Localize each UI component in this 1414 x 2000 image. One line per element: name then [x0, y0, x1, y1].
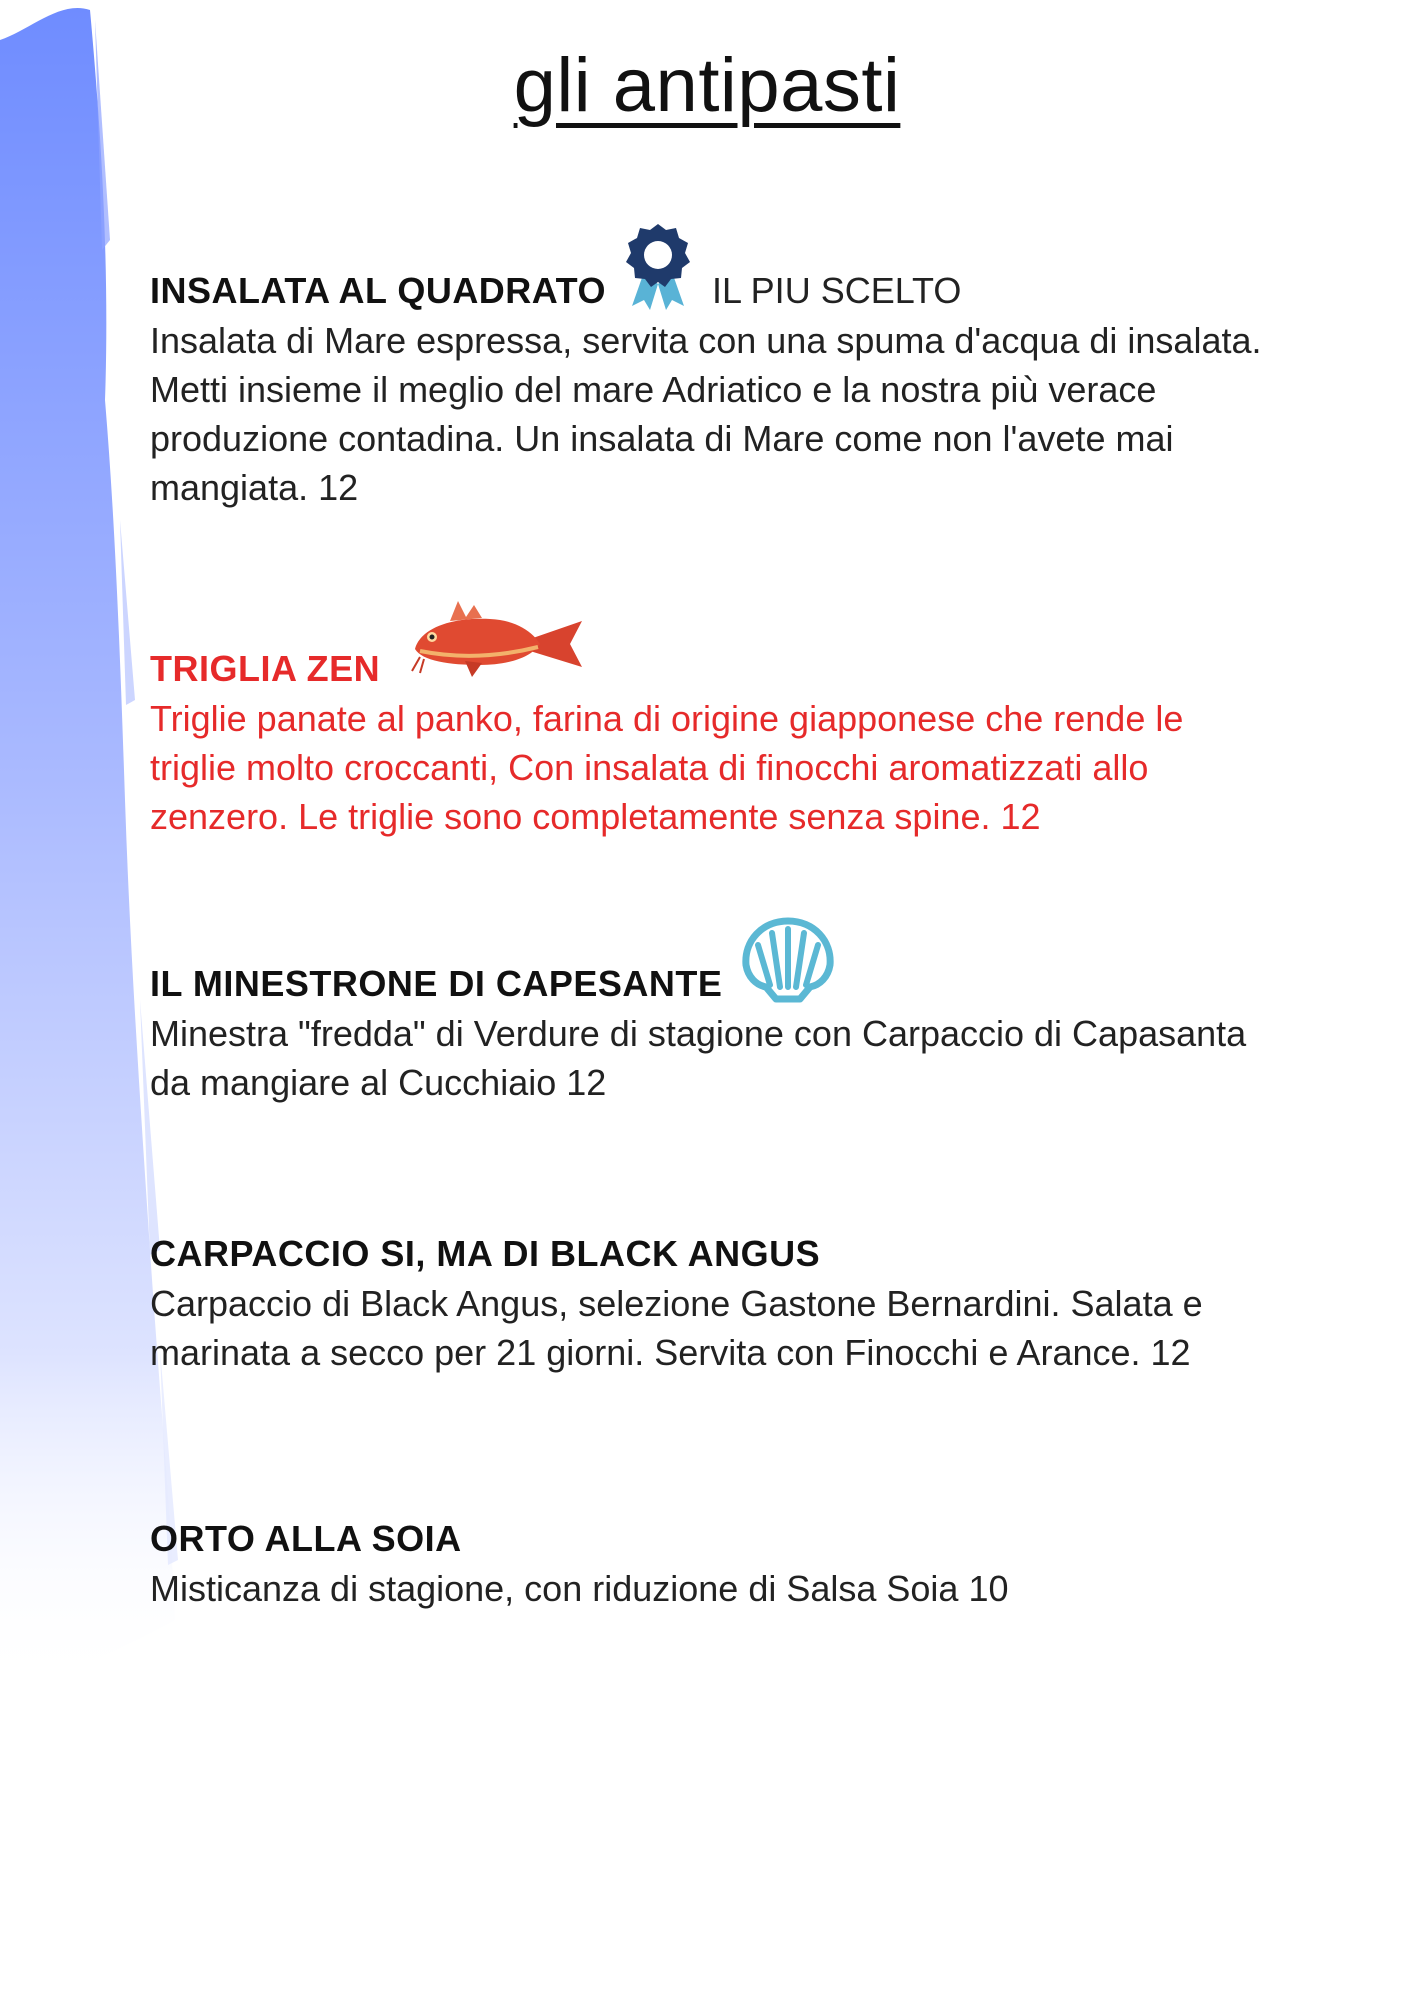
item-description: Minestra "fredda" di Verdure di stagione con Carpaccio di Capasanta da mangiare al Cucchiaio 12	[150, 1013, 1247, 1103]
item-name: IL MINESTRONE DI CAPESANTE	[150, 963, 723, 1004]
menu-item-triglia	[150, 600, 1270, 841]
item-name: INSALATA AL QUADRATO	[150, 270, 606, 311]
menu-item-carpaccio	[150, 1185, 1270, 1377]
menu-item-minestrone	[150, 915, 1270, 1107]
best-seller-badge: IL PIU SCELTO	[711, 270, 962, 311]
item-name: CARPACCIO SI, MA DI BLACK ANGUS	[150, 1233, 821, 1274]
red-mullet-fish-icon	[410, 599, 585, 684]
item-description: Insalata di Mare espressa, servita con una spuma d'acqua di insalata. Metti insieme il meglio del mare Adriatico e la nostra più verace produzione contadina. Un insalata di Mare come non l'avete mai mangiata. 12	[150, 320, 1262, 508]
item-description: Carpaccio di Black Angus, selezione Gastone Bernardini. Salata e marinata a secco per 21 giorni. Servita con Finocchi e Arance. 12	[150, 1283, 1203, 1373]
item-name: ORTO ALLA SOIA	[150, 1518, 462, 1559]
menu-item-orto	[150, 1470, 1270, 1613]
item-description: Triglie panate al panko, farina di origine giapponese che rende le triglie molto croccanti, Con insalata di finocchi aromatizzati allo zenzero. Le triglie sono completamente senza spine. 12	[150, 698, 1184, 837]
item-name: TRIGLIA ZEN	[150, 648, 381, 689]
scallop-shell-icon	[740, 915, 836, 1003]
item-description: Misticanza di stagione, con riduzione di Salsa Soia 10	[150, 1568, 1009, 1609]
award-ribbon-icon	[622, 222, 694, 312]
page-title: gli antipasti	[513, 43, 901, 128]
menu-item-insalata	[150, 222, 1270, 512]
